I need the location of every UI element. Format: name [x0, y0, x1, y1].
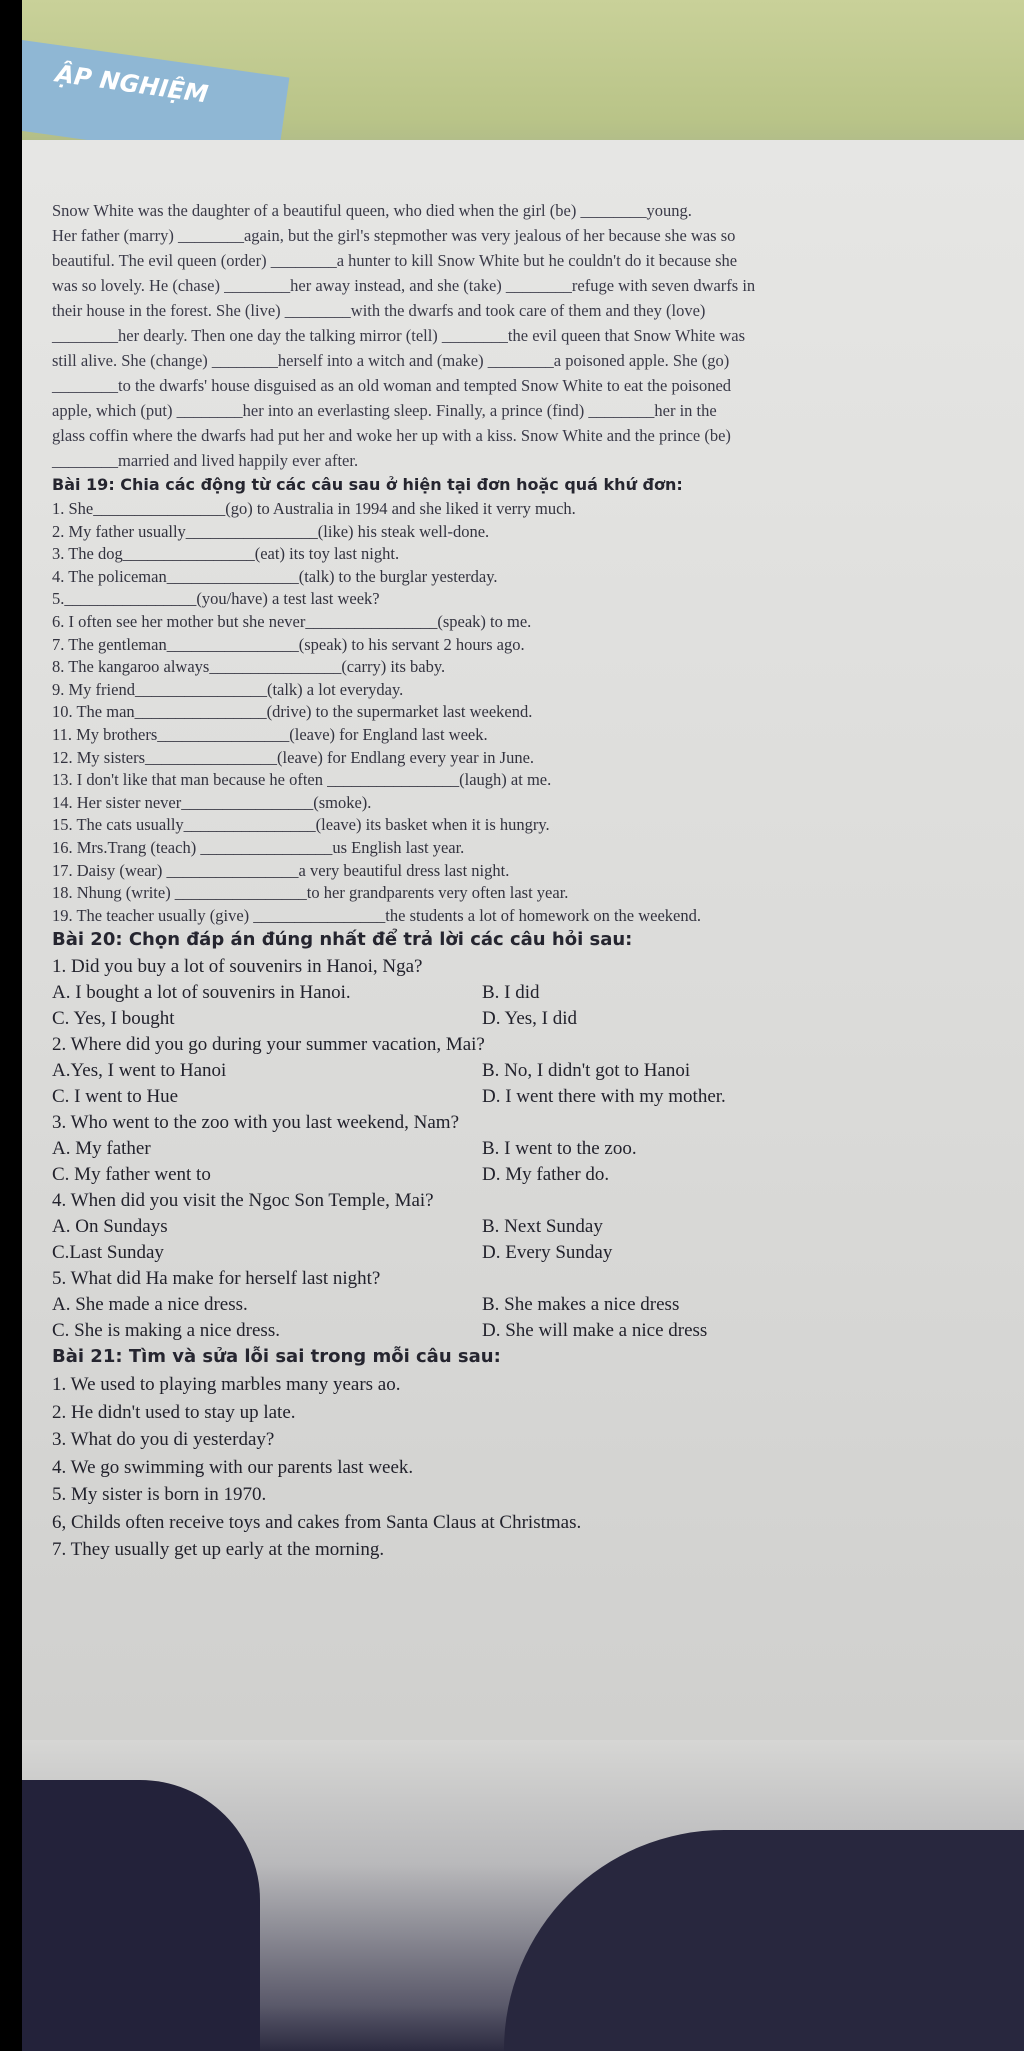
passage-line: glass coffin where the dwarfs had put her and woke her up with a kiss. Snow White and the prince (be): [52, 426, 731, 445]
option-d: D. Every Sunday: [482, 1242, 613, 1264]
ex19-item: 5.________________(you/have) a test last week?: [52, 589, 380, 609]
ex19-item: 7. The gentleman________________(speak) to his servant 2 hours ago.: [52, 634, 525, 654]
dark-background-left: [0, 1780, 260, 2051]
passage-line: ________to the dwarfs' house disguised as an old woman and tempted Snow White to eat the poisoned: [52, 376, 732, 395]
ex20-options-row: [52, 1240, 1002, 1266]
ex19-item: 2. My father usually________________(like) his steak well-done.: [52, 521, 490, 541]
ex20-question: 1. Did you buy a lot of souvenirs in Hanoi, Nga?: [52, 956, 423, 978]
passage-line: was so lovely. He (chase) ________her away instead, and she (take) ________refuge with seven dwarfs in: [52, 276, 756, 295]
ex19-item: 13. I don't like that man because he often ________________(laugh) at me.: [52, 770, 552, 790]
option-a: A.Yes, I went to Hanoi: [52, 1060, 227, 1082]
worksheet-content: [52, 200, 1002, 1564]
exercise-20-title: Bài 20: Chọn đáp án đúng nhất để trả lời các câu hỏi sau:: [52, 929, 633, 951]
option-c: C. My father went to: [52, 1164, 211, 1186]
ex20-options-row: [52, 1084, 1002, 1110]
option-c: C. She is making a nice dress.: [52, 1320, 280, 1342]
ex20-question: 2. Where did you go during your summer vacation, Mai?: [52, 1034, 485, 1056]
option-c: C.Last Sunday: [52, 1242, 164, 1264]
ex19-item: 6. I often see her mother but she never________________(speak) to me.: [52, 611, 532, 631]
passage-line: Her father (marry) ________again, but the girl's stepmother was very jealous of her because she was so: [52, 226, 736, 245]
option-b: B. No, I didn't got to Hanoi: [482, 1060, 691, 1082]
ex21-item: 6, Childs often receive toys and cakes from Santa Claus at Christmas.: [52, 1511, 582, 1533]
ex20-options-row: [52, 1318, 1002, 1344]
ex21-item: 7. They usually get up early at the morning.: [52, 1539, 385, 1561]
ex21-item: 2. He didn't used to stay up late.: [52, 1401, 296, 1423]
option-a: A. My father: [52, 1138, 151, 1160]
option-d: D. I went there with my mother.: [482, 1086, 726, 1108]
book-tab-label: ẬP NGHIỆM: [53, 59, 210, 109]
ex19-item: 8. The kangaroo always________________(carry) its baby.: [52, 657, 446, 677]
ex19-item: 11. My brothers________________(leave) for England last week.: [52, 724, 488, 744]
ex19-item: 18. Nhung (write) ________________to her grandparents very often last year.: [52, 883, 569, 903]
exercise-21-title: Bài 21: Tìm và sửa lỗi sai trong mỗi câu sau:: [52, 1346, 501, 1368]
ex19-item: 16. Mrs.Trang (teach) ________________us English last year.: [52, 837, 465, 857]
ex20-options-row: [52, 1214, 1002, 1240]
ex21-item: 5. My sister is born in 1970.: [52, 1484, 267, 1506]
exercise-19: [52, 475, 1002, 927]
option-d: D. My father do.: [482, 1164, 610, 1186]
ex19-item: 15. The cats usually________________(leave) its basket when it is hungry.: [52, 815, 550, 835]
passage-line: still alive. She (change) ________herself into a witch and (make) ________a poisoned apple. She (go): [52, 351, 730, 370]
ex20-options-row: [52, 1162, 1002, 1188]
ex21-item: 3. What do you di yesterday?: [52, 1429, 275, 1451]
ex19-item: 10. The man________________(drive) to the supermarket last weekend.: [52, 702, 533, 722]
option-b: B. I went to the zoo.: [482, 1138, 637, 1160]
ex20-question: 3. Who went to the zoo with you last weekend, Nam?: [52, 1112, 459, 1134]
ex20-options-row: [52, 1058, 1002, 1084]
ex19-item: 12. My sisters________________(leave) for Endlang every year in June.: [52, 747, 535, 767]
exercise-19-title: Bài 19: Chia các động từ các câu sau ở hiện tại đơn hoặc quá khứ đơn:: [52, 475, 683, 494]
option-b: B. I did: [482, 982, 540, 1004]
option-d: D. She will make a nice dress: [482, 1320, 708, 1342]
left-edge: [0, 0, 22, 2051]
ex19-item: 3. The dog________________(eat) its toy last night.: [52, 544, 400, 564]
ex20-question: 5. What did Ha make for herself last night?: [52, 1268, 381, 1290]
ex20-options-row: [52, 1292, 1002, 1318]
ex21-item: 1. We used to playing marbles many years ao.: [52, 1374, 401, 1396]
option-b: B. She makes a nice dress: [482, 1294, 680, 1316]
snow-white-passage: [52, 200, 1002, 471]
ex20-options-row: [52, 1006, 1002, 1032]
option-d: D. Yes, I did: [482, 1008, 578, 1030]
ex20-options-row: [52, 980, 1002, 1006]
option-b: B. Next Sunday: [482, 1216, 603, 1238]
option-a: A. She made a nice dress.: [52, 1294, 248, 1316]
ex20-options-row: [52, 1136, 1002, 1162]
passage-line: ________married and lived happily ever after.: [52, 451, 359, 470]
exercise-21: [52, 1346, 1002, 1564]
passage-line: their house in the forest. She (live) ________with the dwarfs and took care of them and they (love): [52, 301, 706, 320]
ex21-item: 4. We go swimming with our parents last week.: [52, 1456, 414, 1478]
ex19-item: 9. My friend________________(talk) a lot everyday.: [52, 679, 404, 699]
ex20-question: 4. When did you visit the Ngoc Son Temple, Mai?: [52, 1190, 434, 1212]
option-c: C. I went to Hue: [52, 1086, 179, 1108]
passage-line: Snow White was the daughter of a beautiful queen, who died when the girl (be) ________young.: [52, 201, 692, 220]
ex19-item: 17. Daisy (wear) ________________a very beautiful dress last night.: [52, 860, 510, 880]
ex19-item: 19. The teacher usually (give) ________________the students a lot of homework on the weekend.: [52, 905, 702, 925]
ex19-item: 14. Her sister never________________(smoke).: [52, 792, 372, 812]
passage-line: ________her dearly. Then one day the talking mirror (tell) ________the evil queen that Snow White was: [52, 326, 745, 345]
exercise-20: [52, 929, 1002, 1344]
option-c: C. Yes, I bought: [52, 1008, 175, 1030]
ex19-item: 4. The policeman________________(talk) to the burglar yesterday.: [52, 566, 498, 586]
passage-line: apple, which (put) ________her into an everlasting sleep. Finally, a prince (find) ________her in the: [52, 401, 717, 420]
ex19-item: 1. She________________(go) to Australia in 1994 and she liked it verry much.: [52, 499, 576, 518]
option-a: A. On Sundays: [52, 1216, 168, 1238]
option-a: A. I bought a lot of souvenirs in Hanoi.: [52, 982, 351, 1004]
passage-line: beautiful. The evil queen (order) ________a hunter to kill Snow White but he couldn't do it because she: [52, 251, 738, 270]
